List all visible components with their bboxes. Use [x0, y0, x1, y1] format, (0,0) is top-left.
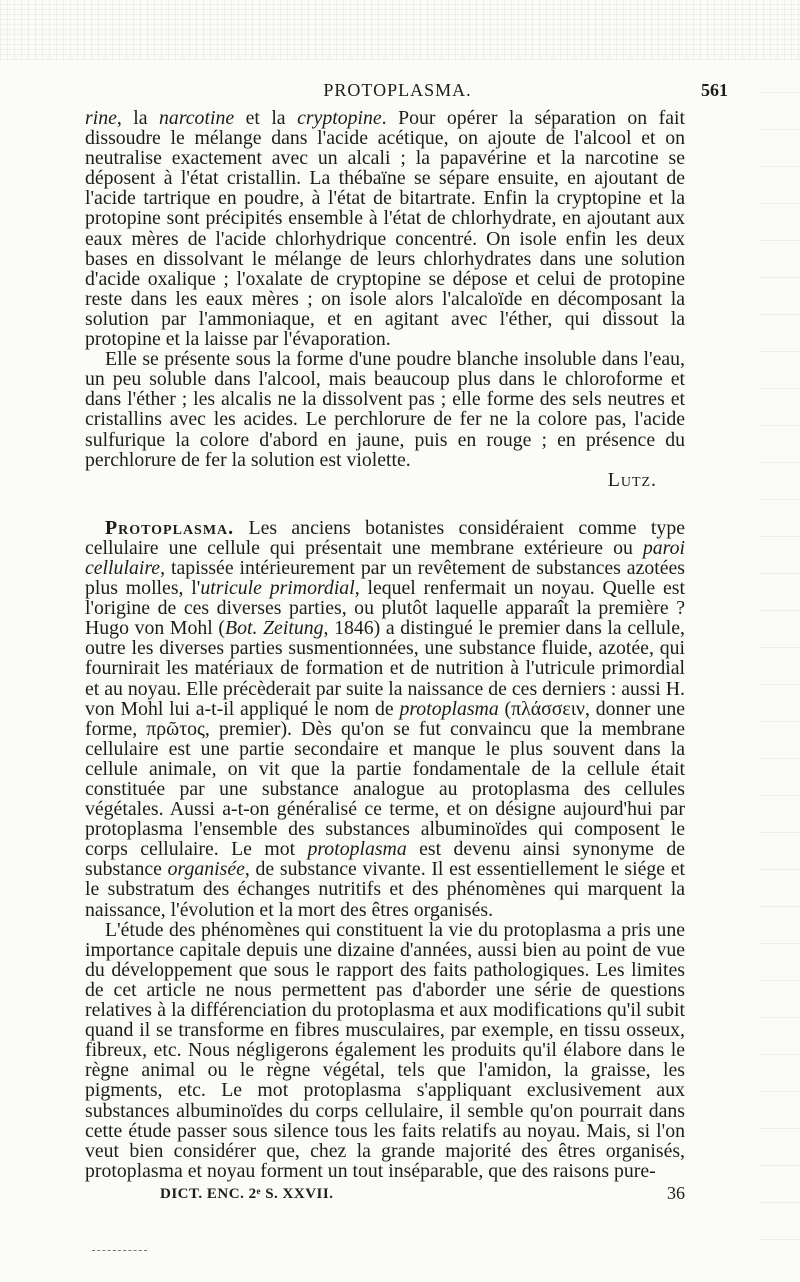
running-head-title: PROTOPLASMA.	[323, 80, 472, 100]
page-scan-noise-top	[0, 0, 800, 60]
text-run: (πλάσσειν, donner une forme, πρῶτος, premier). Dès qu'on se fut convaincu que la membrane cellulaire est une partie secondaire et manque le plus souvent dans la cellule animale, on vit que la partie fondamentale de la cellule était constituée par une substance analogue au protoplasma des cellules végétales. Aussi a-t-on généralisé ce terme, et on désigne aujourd'hui par protoplasma l'ensemble des substances albuminoïdes qui composent le corps cellulaire. Le mot	[85, 697, 685, 861]
text-run: et la	[234, 107, 298, 129]
italic-term: protoplasma	[307, 838, 407, 861]
italic-term: utricule primordial	[200, 577, 355, 600]
italic-term: organisée	[167, 858, 245, 881]
text-run: . Pour opérer la séparation on fait dissoudre le mélange dans l'acide acétique, on ajoute de l'alcool et on neutralise exactement avec un alcali ; la papavérine et la narcotine se déposent à l'état cristallin. La thébaïne se sépare ensuite, en ajoutant de l'acide tartrique en poudre, à l'état de bitartrate. Enfin la cryptopine et la protopine sont précipités ensemble à l'état de chlorhydrate, en ajoutant aux eaux mères de l'acide chlorhydrique concentré. On isole enfin les deux bases en dissolvant le mélange de leurs chlorhydrates dans une solution d'acide oxalique ; l'oxalate de cryptopine se dépose et celui de protopine reste dans les eaux mères ; on isole alors l'alcaloïde en décomposant la solution par l'ammoniaque, et en agitant avec l'éther, qui dissout la protopine et la laisse par l'évaporation.	[85, 107, 685, 351]
italic-term: protoplasma	[399, 697, 499, 720]
page-scan-noise-right	[760, 60, 800, 1240]
running-head	[95, 80, 728, 108]
italic-term: Bot. Zeitung	[225, 617, 324, 640]
sheet-number: 36	[667, 1183, 685, 1203]
paragraph-protoplasma-study	[85, 920, 685, 1181]
text-run: , de substance vivante. Il est essentiellement le siége et le substratum des échanges nutritifs et des phénomènes qui marquent la naissance, l'évolution et la mort des êtres organisés.	[85, 858, 685, 921]
text-run: , la	[116, 107, 160, 129]
text-run: , lequel renfermait un noyau. Quelle est l'origine de ces diverses parties, ou plutôt laquelle apparaît la première ? Hugo von Mohl (	[85, 577, 685, 640]
author-signature: Lutz.	[607, 468, 657, 491]
text-run: Elle se présente sous la forme d'une poudre blanche insoluble dans l'eau, un peu soluble dans l'alcool, mais beaucoup plus dans le chloroforme et dans l'éther ; les alcalis ne la dissolvent pas ; elle forme des sels neutres et cristallins avec les acides. Le perchlorure de fer ne la colore pas, l'acide sulfurique la colore d'abord en jaune, puis en rouge ; en présence du perchlorure de fer la solution est violette.	[85, 348, 685, 471]
italic-term: rine	[85, 107, 117, 129]
paragraph-protopine-properties	[85, 349, 685, 470]
paragraph-protoplasma-definition	[85, 518, 685, 920]
text-run: , 1846) a distingué le premier dans la cellule, outre les diverses parties susmentionnées, une substance fluide, azotée, qui fournirait les matériaux de formation et de nutrition à l'utricule primordial et au noyau. Elle précèderait par suite la naissance de ces derniers : aussi H. von Mohl lui a-t-il appliqué le nom de	[85, 617, 685, 720]
bottom-rule	[92, 1250, 147, 1251]
italic-term: paroi cellulaire	[85, 536, 685, 579]
page-footer	[160, 1183, 685, 1203]
footer-signature: DICT. ENC. 2ᵉ S. XXVII.	[160, 1186, 334, 1202]
text-run: est devenu ainsi synonyme de substance	[85, 838, 685, 881]
italic-term: cryptopine	[297, 107, 382, 129]
entry-heading: Protoplasma.	[105, 516, 235, 539]
text-run: , tapissée intérieurement par un revêtement de substances azotées plus molles, l'	[85, 556, 685, 600]
page-number: 561	[701, 80, 728, 100]
text-run: L'étude des phénomènes qui constituent la vie du protoplasma a pris une importance capitale depuis une dizaine d'années, aussi bien au point de vue du développement que sous le rapport des faits pathologiques. Les limites de cet article ne nous permettent pas d'aborder une série de questions relatives à la différenciation du protoplasma et aux modifications qu'il subit quand il se transforme en fibres musculaires, par exemple, en tissu osseux, fibreux, etc. Nous négligerons également les produits qu'il élabore dans le règne animal ou le règne végétal, tels que l'amidon, la graisse, les pigments, etc. Le mot protoplasma s'appliquant exclusivement aux substances albuminoïdes du corps cellulaire, il semble qu'on pourrait dans cette étude passer sous silence tous les faits relatifs au noyau. Mais, si l'on veut bien considérer que, chez la grande majorité des êtres organisés, protoplasma et noyau forment un tout inséparable, que des raisons pure-	[85, 918, 685, 1182]
text-run: Les anciens botanistes considéraient comme type cellulaire une cellule qui présentait une membrane extérieure ou	[85, 516, 685, 559]
paragraph-protopine-preparation	[85, 108, 685, 349]
italic-term: narcotine	[159, 107, 235, 129]
body-text	[85, 108, 685, 1181]
